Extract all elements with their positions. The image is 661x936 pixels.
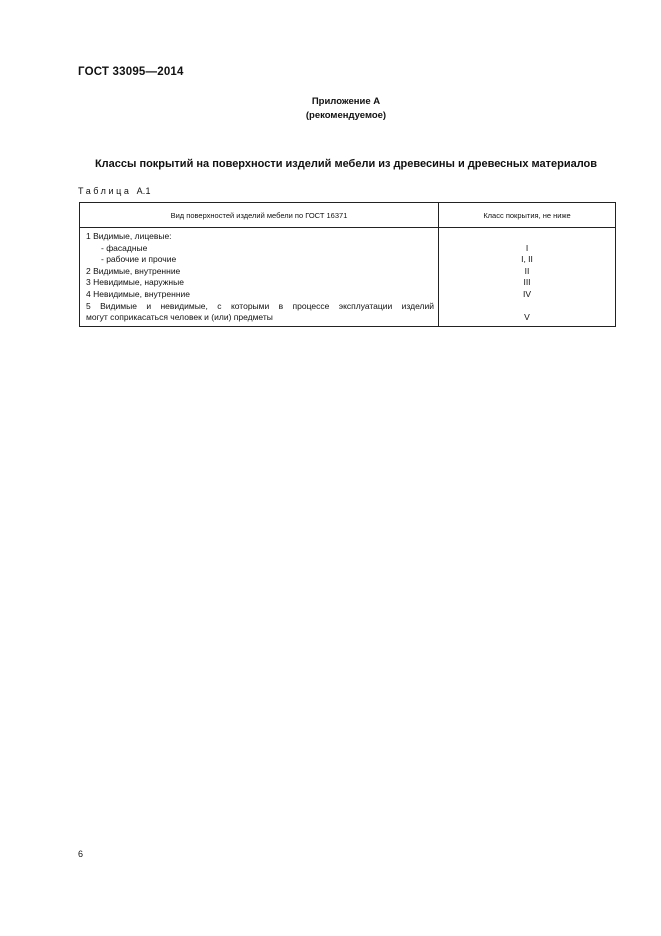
surface-line: - фасадные: [101, 242, 148, 253]
table-caption-word: Таблица: [78, 186, 132, 196]
appendix-status: (рекомендуемое): [305, 110, 387, 121]
class-value: [439, 231, 615, 243]
document-code: ГОСТ 33095—2014: [78, 66, 184, 78]
surface-line: - рабочие и прочие: [101, 254, 177, 265]
appendix-label: Приложение А: [311, 96, 381, 107]
table-header-row: [80, 203, 616, 228]
class-value: I, II: [521, 254, 533, 265]
class-cell: [439, 228, 616, 327]
class-value: [439, 301, 615, 313]
table-caption-number: А.1: [136, 186, 151, 196]
surface-line: могут соприкасаться человек и (или) предметы: [86, 312, 273, 323]
surface-cell: [80, 228, 439, 327]
surface-line: 4 Невидимые, внутренние: [86, 288, 191, 299]
table-caption: [78, 186, 151, 196]
appendix-title: [0, 95, 661, 123]
column-header-class: Класс покрытия, не ниже: [439, 203, 616, 228]
class-value: III: [523, 277, 531, 288]
class-value: V: [524, 312, 530, 323]
class-value: IV: [522, 288, 532, 299]
class-value: I: [525, 242, 529, 253]
column-header-surface: Вид поверхностей изделий мебели по ГОСТ 16371: [80, 203, 439, 228]
section-heading: Классы покрытий на поверхности изделий мебели из древесины и древесных материалов: [94, 158, 598, 170]
surface-line: 3 Невидимые, наружные: [86, 277, 184, 288]
surface-line: 5 Видимые и невидимые, с которыми в процессе эксплуатации изделий: [86, 300, 434, 311]
class-value: II: [524, 265, 530, 276]
coating-classes-table: [79, 202, 616, 327]
page-number: 6: [78, 849, 84, 859]
surface-line: 1 Видимые, лицевые:: [86, 231, 172, 241]
table-row: [80, 228, 616, 327]
surface-line: 2 Видимые, внутренние: [86, 265, 181, 276]
